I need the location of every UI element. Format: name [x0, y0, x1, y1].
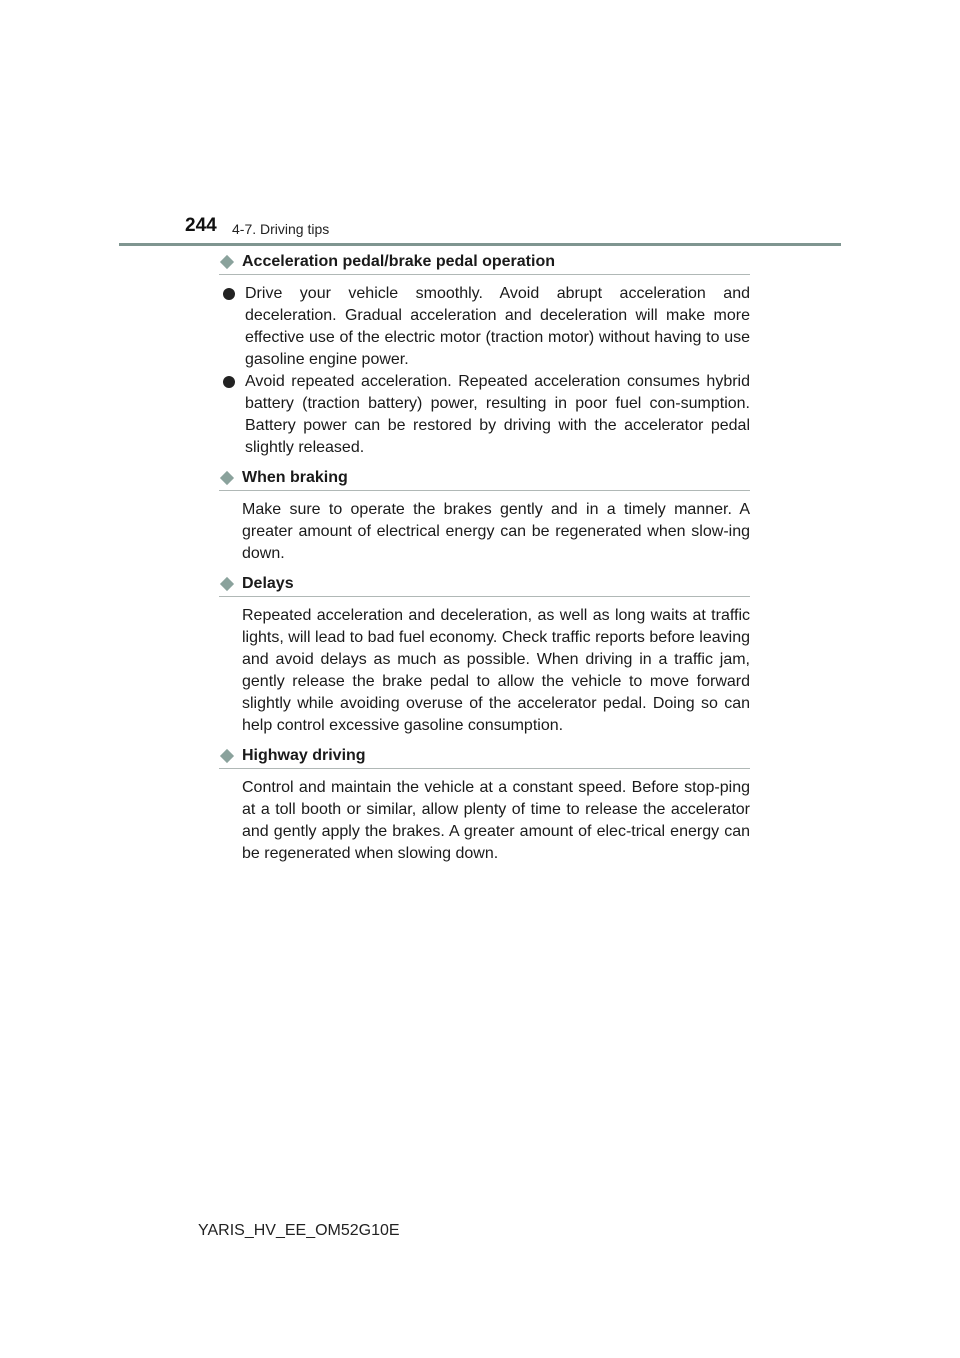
section-delays [219, 575, 750, 737]
diamond-icon [220, 577, 234, 591]
bullet-text: Avoid repeated acceleration. Repeated acceleration consumes hybrid battery (traction battery) power, resulting in poor fuel con-sumption. Battery power can be restored by driving with the accelerator pedal slightly released. [245, 373, 750, 456]
page-content [219, 253, 750, 875]
section-when-braking [219, 469, 750, 565]
page-number: 244 [185, 215, 217, 236]
section-heading [219, 747, 750, 769]
bullet-list [219, 283, 750, 459]
bullet-icon [223, 376, 235, 388]
section-title: 4-7. Driving tips [232, 221, 330, 237]
document-code: YARIS_HV_EE_OM52G10E [198, 1222, 400, 1239]
diamond-icon [220, 749, 234, 763]
section-heading-text: Delays [242, 575, 294, 592]
section-heading-text: Highway driving [242, 747, 366, 764]
section-heading-text: When braking [242, 469, 348, 486]
list-item [219, 283, 750, 371]
section-heading [219, 469, 750, 491]
section-paragraph: Make sure to operate the brakes gently and in a timely manner. A greater amount of electrical energy can be regenerated when slow-ing down. [242, 501, 750, 562]
header-rule [119, 243, 841, 246]
bullet-icon [223, 288, 235, 300]
section-heading-text: Acceleration pedal/brake pedal operation [242, 253, 555, 270]
bullet-text: Drive your vehicle smoothly. Avoid abrupt acceleration and deceleration. Gradual acceleration and deceleration will make more effective use of the electric motor (traction motor) without having to use gasoline engine power. [245, 285, 750, 368]
list-item [219, 371, 750, 459]
section-paragraph: Repeated acceleration and deceleration, as well as long waits at traffic lights, will lead to bad fuel economy. Check traffic reports before leaving and avoid delays as much as possible. When driving in a traffic jam, gently release the brake pedal to allow the vehicle to move forward slightly while avoiding overuse of the accelerator pedal. Doing so can help control excessive gasoline consumption. [242, 607, 750, 734]
page-header [0, 0, 960, 250]
diamond-icon [220, 255, 234, 269]
section-heading [219, 575, 750, 597]
section-highway-driving [219, 747, 750, 865]
diamond-icon [220, 471, 234, 485]
section-paragraph: Control and maintain the vehicle at a constant speed. Before stop-ping at a toll booth or similar, allow plenty of time to release the accelerator and gently apply the brakes. A greater amount of elec-trical energy can be regenerated when slowing down. [242, 779, 750, 862]
section-pedal-operation [219, 253, 750, 459]
section-heading [219, 253, 750, 275]
